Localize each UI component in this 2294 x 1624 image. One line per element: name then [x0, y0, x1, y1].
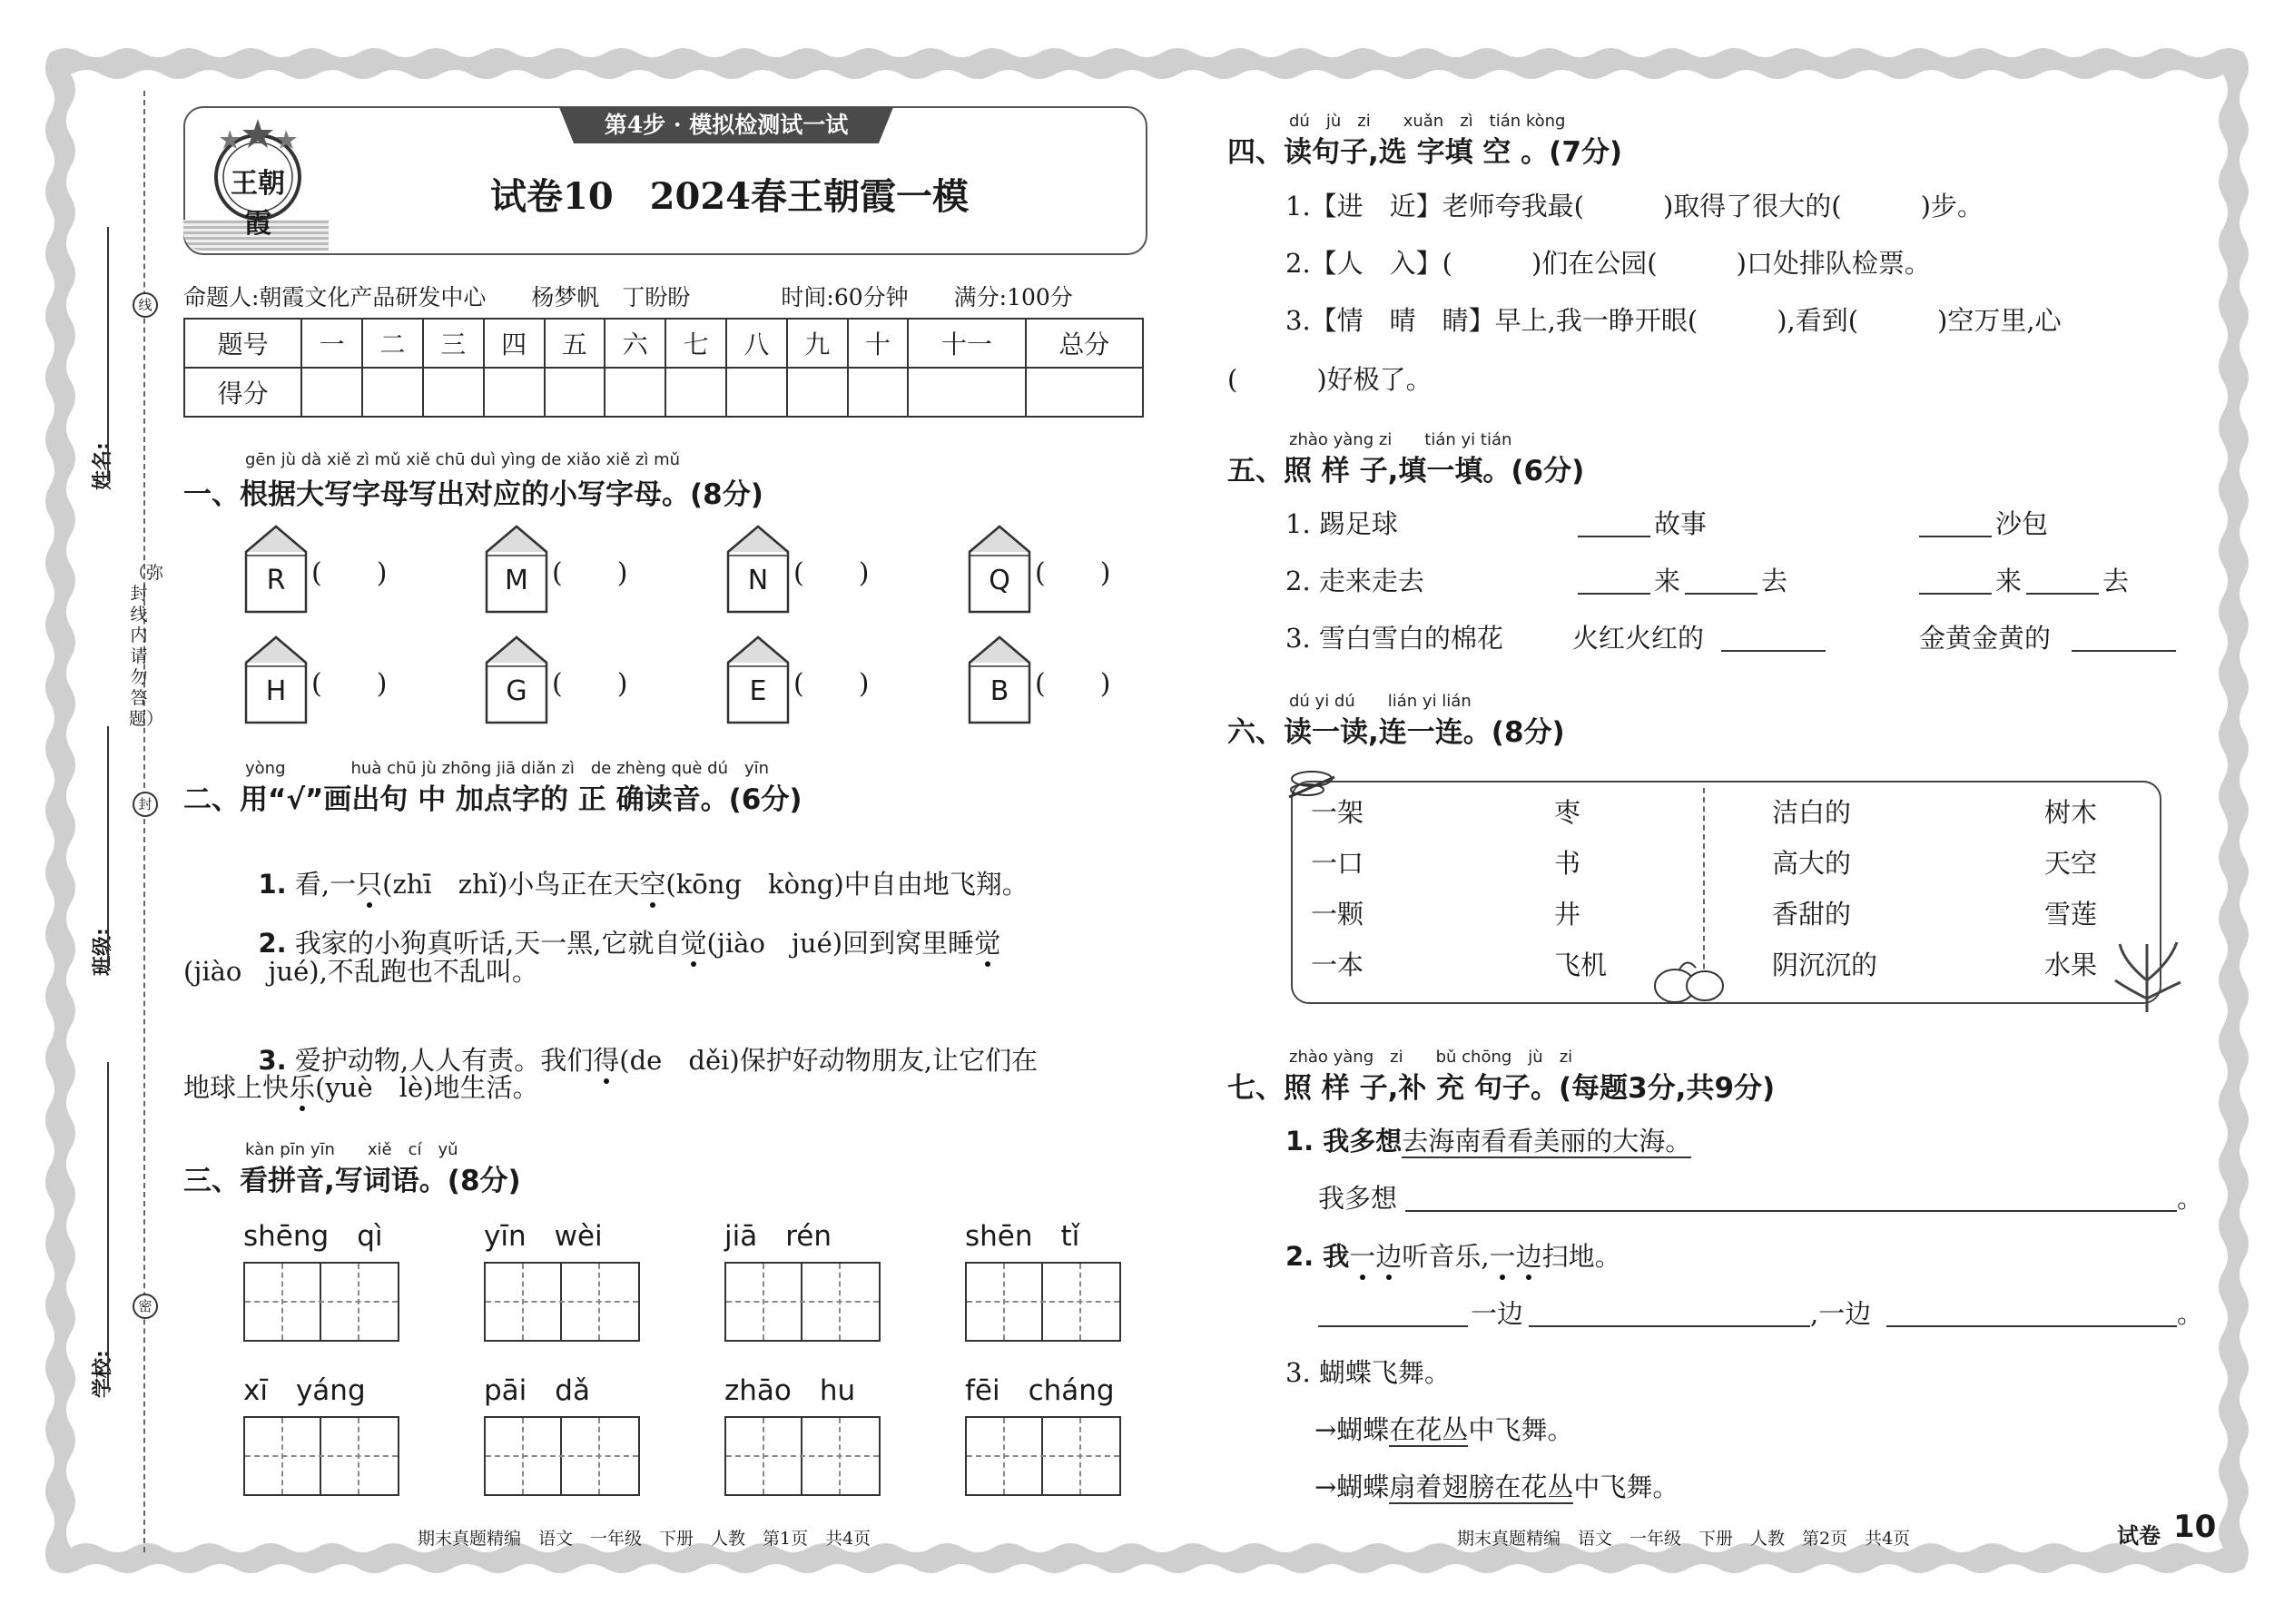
letter-house [723, 635, 793, 726]
score-row [184, 368, 1143, 417]
pinyin-word: yīn wèi [484, 1220, 603, 1253]
footer-left: 期末真题精编 语文 一年级 下册 人教 第1页 共4页 [418, 1529, 871, 1549]
dotted-char: 只 [356, 869, 383, 900]
score-cell[interactable] [1026, 368, 1143, 417]
q4-line-3: 3.【情 晴 睛】早上,我一睁开眼( ),看到( )空万里,心 [1285, 305, 2062, 336]
q2-num-3: 3. [258, 1045, 287, 1076]
answer-parens[interactable]: ( ) [552, 557, 628, 589]
q7-1-answer-prefix: 我多想 [1318, 1183, 1398, 1214]
dotted-char: 觉 [680, 928, 707, 959]
q5-r2-blank-2[interactable] [1685, 593, 1757, 595]
vegetable-icon [1643, 953, 1734, 1008]
score-table [183, 318, 1144, 418]
q7-2-prefix: 2. 我 [1285, 1241, 1350, 1272]
paper-number: 10 [2173, 1509, 2217, 1545]
q1-pinyin: gēn jù dà xiě zì mǔ xiě chū duì yìng de xiǎo xiě zì mǔ [245, 450, 681, 469]
q2-sentence-2a-text: 我家的小狗真听话,天一黑,它就自觉(jiào jué)回到窝里睡觉 [294, 928, 1001, 959]
score-head-cell: 十 [848, 319, 909, 368]
seal-notice: （弥封线内请勿答题） [129, 563, 164, 729]
score-head-cell: 五 [545, 319, 605, 368]
match-item-col1[interactable]: 一颗 [1311, 899, 1364, 930]
logo [204, 113, 311, 240]
q5-r2-blank-3[interactable] [1919, 593, 1992, 595]
q7-2-dot-yi-2: 一 [1489, 1241, 1516, 1272]
pinyin-word: fēi cháng [965, 1374, 1115, 1407]
q2-num-2: 2. [258, 928, 287, 959]
q5-r1-example: 1. 踢足球 [1285, 508, 1398, 539]
q3-pinyin: kàn pīn yīn xiě cí yǔ [245, 1140, 458, 1159]
q7-3b-pre: →蝴蝶 [1314, 1471, 1390, 1502]
q7-2-blank-3[interactable] [1886, 1325, 2177, 1327]
score-head-cell: 三 [423, 319, 484, 368]
q7-1-underlined: 去海南看看美丽的大海。 [1402, 1126, 1692, 1156]
score-label-cell: 得分 [184, 368, 301, 417]
pinyin-word: shēn tǐ [965, 1220, 1080, 1253]
letter-house [481, 525, 552, 615]
q2-pinyin: yòng huà chū jù zhōng jiā diǎn zì de zhèng què dú yīn [245, 759, 770, 778]
match-item-col4[interactable]: 水果 [2044, 950, 2098, 980]
q7-2-answer-b: ,一边 [1810, 1298, 1872, 1329]
writing-grid[interactable] [243, 1262, 399, 1342]
q6-title: 六、读一读,连一连。(8分) [1227, 716, 1565, 749]
match-item-col2[interactable]: 书 [1554, 848, 1581, 879]
uppercase-letter: G [506, 675, 527, 707]
match-item-col1[interactable]: 一口 [1311, 848, 1364, 879]
score-head-cell: 总分 [1026, 319, 1143, 368]
q7-3a-underlined: 在花丛 [1389, 1414, 1469, 1445]
uppercase-letter: B [989, 675, 1009, 707]
q4-line-4: ( )好极了。 [1227, 364, 1433, 395]
seal-mark-mi: 密 [133, 1294, 158, 1319]
seal-mark-feng: 封 [133, 792, 158, 817]
score-cell[interactable] [787, 368, 848, 417]
match-item-col1[interactable]: 一架 [1311, 797, 1364, 828]
score-head-cell: 题号 [184, 319, 301, 368]
score-head-cell: 一 [301, 319, 362, 368]
q7-line-3b [1314, 1467, 1679, 1504]
pinyin-word: shēng qì [243, 1220, 383, 1253]
match-item-col3[interactable]: 香甜的 [1772, 899, 1852, 930]
q7-2-period: 。 [2177, 1298, 2204, 1329]
writing-grid[interactable] [243, 1416, 399, 1496]
match-item-col2[interactable]: 井 [1554, 899, 1581, 930]
score-head-cell: 六 [605, 319, 665, 368]
name-field[interactable] [107, 227, 109, 481]
q5-r2-word-3: 来 [1995, 566, 2023, 596]
q5-title: 五、照 样 子,填一填。(6分) [1227, 455, 1585, 487]
q7-2-dot-bian-1: 边 [1375, 1241, 1403, 1272]
q2-sentence-2 [241, 892, 1000, 960]
q5-r1-blank-1[interactable] [1578, 536, 1650, 537]
score-head-cell: 八 [726, 319, 787, 368]
page-title: 试卷10 2024春王朝霞一模 [490, 175, 969, 218]
q5-r2-blank-4[interactable] [2026, 593, 2099, 595]
match-item-col4[interactable]: 树木 [2044, 797, 2098, 828]
seal-mark-xian: 线 [133, 292, 158, 318]
letter-house [964, 525, 1035, 615]
q7-3a-pre: →蝴蝶 [1314, 1414, 1390, 1445]
q5-r1-word-1: 故事 [1654, 508, 1708, 539]
score-cell[interactable] [301, 368, 362, 417]
pinyin-word: jiā rén [724, 1220, 832, 1253]
score-cell[interactable] [605, 368, 665, 417]
q2-title: 二、用“√”画出句 中 加点字的 正 确读音。(6分) [183, 783, 802, 816]
name-label: 姓名: [92, 442, 114, 490]
uppercase-letter: M [505, 565, 528, 596]
q7-2-end: 扫地。 [1541, 1241, 1621, 1272]
score-head-cell: 二 [362, 319, 423, 368]
q2-sentence-2b-text: (jiào jué),不乱跑也不乱叫。 [183, 956, 538, 987]
writing-grid[interactable] [484, 1262, 640, 1342]
dotted-char: 乐 [289, 1072, 316, 1103]
uppercase-letter: H [265, 675, 287, 707]
q3-title: 三、看拼音,写词语。(8分) [183, 1165, 521, 1197]
score-head-cell: 九 [787, 319, 848, 368]
q7-1-period: 。 [2177, 1183, 2204, 1214]
q5-r3-word-1: 火红火红的 [1572, 623, 1705, 654]
class-label: 班级: [92, 928, 114, 976]
q5-r2-word-4: 去 [2102, 566, 2130, 596]
q7-2-dot-yi-1: 一 [1349, 1241, 1376, 1272]
uppercase-letter: N [747, 565, 769, 596]
q2-sentence-2b [183, 951, 538, 989]
q2-sentence-1 [241, 833, 1029, 901]
q7-2-dot-bian-2: 边 [1515, 1241, 1542, 1272]
q5-r3-blank-2[interactable] [2072, 650, 2176, 652]
q4-line-1: 1.【进 近】老师夸我最( )取得了很大的( )步。 [1285, 191, 1984, 221]
exam-meta: 命题人:朝霞文化产品研发中心 杨梦帆 丁盼盼 时间:60分钟 满分:100分 [183, 284, 1073, 310]
letter-house [241, 525, 311, 615]
score-cell[interactable] [484, 368, 545, 417]
q7-3b-post: 中飞舞。 [1573, 1471, 1679, 1502]
q5-r1-blank-2[interactable] [1919, 536, 1992, 537]
q4-pinyin: dú jù zi xuǎn zì tián kòng [1289, 112, 1566, 131]
match-item-col2[interactable]: 飞机 [1554, 950, 1608, 980]
score-cell[interactable] [726, 368, 787, 417]
q2-sentence-3b-text: 地球上快乐(yuè lè)地生活。 [183, 1072, 539, 1103]
q6-pinyin: dú yi dú lián yi lián [1289, 692, 1472, 711]
answer-parens[interactable]: ( ) [793, 557, 870, 589]
dotted-char: 觉 [974, 928, 1001, 959]
q7-2-blank-2[interactable] [1529, 1325, 1810, 1327]
q2-num-1: 1. [258, 869, 287, 900]
score-cell[interactable] [665, 368, 726, 417]
letter-house [241, 635, 311, 726]
score-cell[interactable] [423, 368, 484, 417]
q7-title: 七、照 样 子,补 充 句子。(每题3分,共9分) [1227, 1072, 1776, 1105]
answer-parens[interactable]: ( ) [311, 668, 388, 700]
q2-sentence-3a-text: 爱护动物,人人有责。我们得(de děi)保护好动物朋友,让它们在 [294, 1045, 1039, 1076]
score-header-row [184, 319, 1143, 368]
q2-sentence-3b [183, 1068, 539, 1105]
score-head-cell: 十一 [908, 319, 1025, 368]
dotted-char: 得 [593, 1045, 620, 1076]
q7-3b-underlined: 扇着翅膀在花丛 [1389, 1471, 1574, 1502]
q5-r2-word-2: 去 [1761, 566, 1788, 596]
score-cell[interactable] [362, 368, 423, 417]
q7-line-1 [1285, 1121, 1691, 1158]
q5-r2-example: 2. 走来走去 [1285, 566, 1424, 596]
logo-text: 王朝霞 [231, 168, 285, 240]
step-tab: 第4步 · 模拟检测试一试 [581, 107, 871, 143]
q7-line-3a [1314, 1410, 1573, 1447]
q2-sentence-1-text: 看,一只(zhī zhǐ)小鸟正在天空(kōng kòng)中自由地飞翔。 [294, 869, 1029, 900]
q4-title: 四、读句子,选 字填 空 。(7分) [1227, 136, 1623, 169]
q1-title: 一、根据大写字母写出对应的小写字母。(8分) [183, 478, 763, 511]
pinyin-word: zhāo hu [724, 1374, 856, 1407]
score-cell[interactable] [908, 368, 1025, 417]
q4-line-2: 2.【人 入】( )们在公园( )口处排队检票。 [1285, 248, 1931, 279]
q5-r2-word-1: 来 [1654, 566, 1681, 596]
score-head-cell: 七 [665, 319, 726, 368]
q5-r2-blank-1[interactable] [1578, 593, 1650, 595]
match-item-col4[interactable]: 天空 [2044, 848, 2098, 879]
school-label: 学校: [92, 1350, 114, 1398]
answer-parens[interactable]: ( ) [311, 557, 388, 589]
q5-r3-example: 3. 雪白雪白的棉花 [1285, 623, 1503, 654]
match-item-col3[interactable]: 阴沉沉的 [1772, 950, 1878, 980]
letter-house [964, 635, 1035, 726]
score-cell[interactable] [848, 368, 909, 417]
score-cell[interactable] [545, 368, 605, 417]
q7-3a-post: 中飞舞。 [1468, 1414, 1574, 1445]
q5-r1-word-2: 沙包 [1995, 508, 2049, 539]
answer-parens[interactable]: ( ) [552, 668, 628, 700]
school-field[interactable] [107, 1062, 109, 1389]
q7-line-2 [1285, 1236, 1621, 1274]
q7-2-answer-a: 一边 [1471, 1298, 1524, 1329]
writing-grid[interactable] [965, 1416, 1121, 1496]
paper-label: 试卷 [2117, 1523, 2161, 1549]
letter-house [481, 635, 552, 726]
class-field[interactable] [107, 726, 109, 971]
writing-grid[interactable] [965, 1262, 1121, 1342]
q5-r3-word-2: 金黄金黄的 [1919, 623, 2052, 654]
match-item-col2[interactable]: 枣 [1554, 797, 1581, 828]
writing-grid[interactable] [724, 1416, 881, 1496]
q7-1-prefix: 1. 我多想 [1285, 1126, 1403, 1156]
writing-grid[interactable] [724, 1262, 881, 1342]
dotted-char: 空 [639, 869, 666, 900]
pinyin-word: xī yáng [243, 1374, 366, 1407]
uppercase-letter: Q [989, 565, 1010, 596]
q7-line-3: 3. 蝴蝶飞舞。 [1285, 1357, 1451, 1388]
q5-pinyin: zhào yàng zi tián yi tián [1289, 430, 1512, 449]
q7-2-blank-1[interactable] [1318, 1325, 1468, 1327]
match-item-col3[interactable]: 高大的 [1772, 848, 1852, 879]
q7-pinyin: zhào yàng zi bǔ chōng jù zi [1289, 1048, 1573, 1067]
match-item-col4[interactable]: 雪莲 [2044, 899, 2098, 930]
match-item-col3[interactable]: 洁白的 [1772, 797, 1852, 828]
plant-icon [2106, 926, 2188, 1017]
answer-parens[interactable]: ( ) [1035, 668, 1111, 700]
answer-parens[interactable]: ( ) [793, 668, 870, 700]
uppercase-letter: R [266, 565, 286, 596]
q5-r3-blank-1[interactable] [1721, 650, 1826, 652]
footer-right: 期末真题精编 语文 一年级 下册 人教 第2页 共4页 [1457, 1529, 1911, 1549]
writing-grid[interactable] [484, 1416, 640, 1496]
answer-parens[interactable]: ( ) [1035, 557, 1111, 589]
q7-2-mid: 听音乐, [1402, 1241, 1490, 1272]
uppercase-letter: E [749, 675, 767, 707]
letter-house [723, 525, 793, 615]
pinyin-word: pāi dǎ [484, 1374, 590, 1407]
match-item-col1[interactable]: 一本 [1311, 950, 1364, 980]
score-head-cell: 四 [484, 319, 545, 368]
q7-1-answer-blank[interactable] [1405, 1210, 2177, 1212]
